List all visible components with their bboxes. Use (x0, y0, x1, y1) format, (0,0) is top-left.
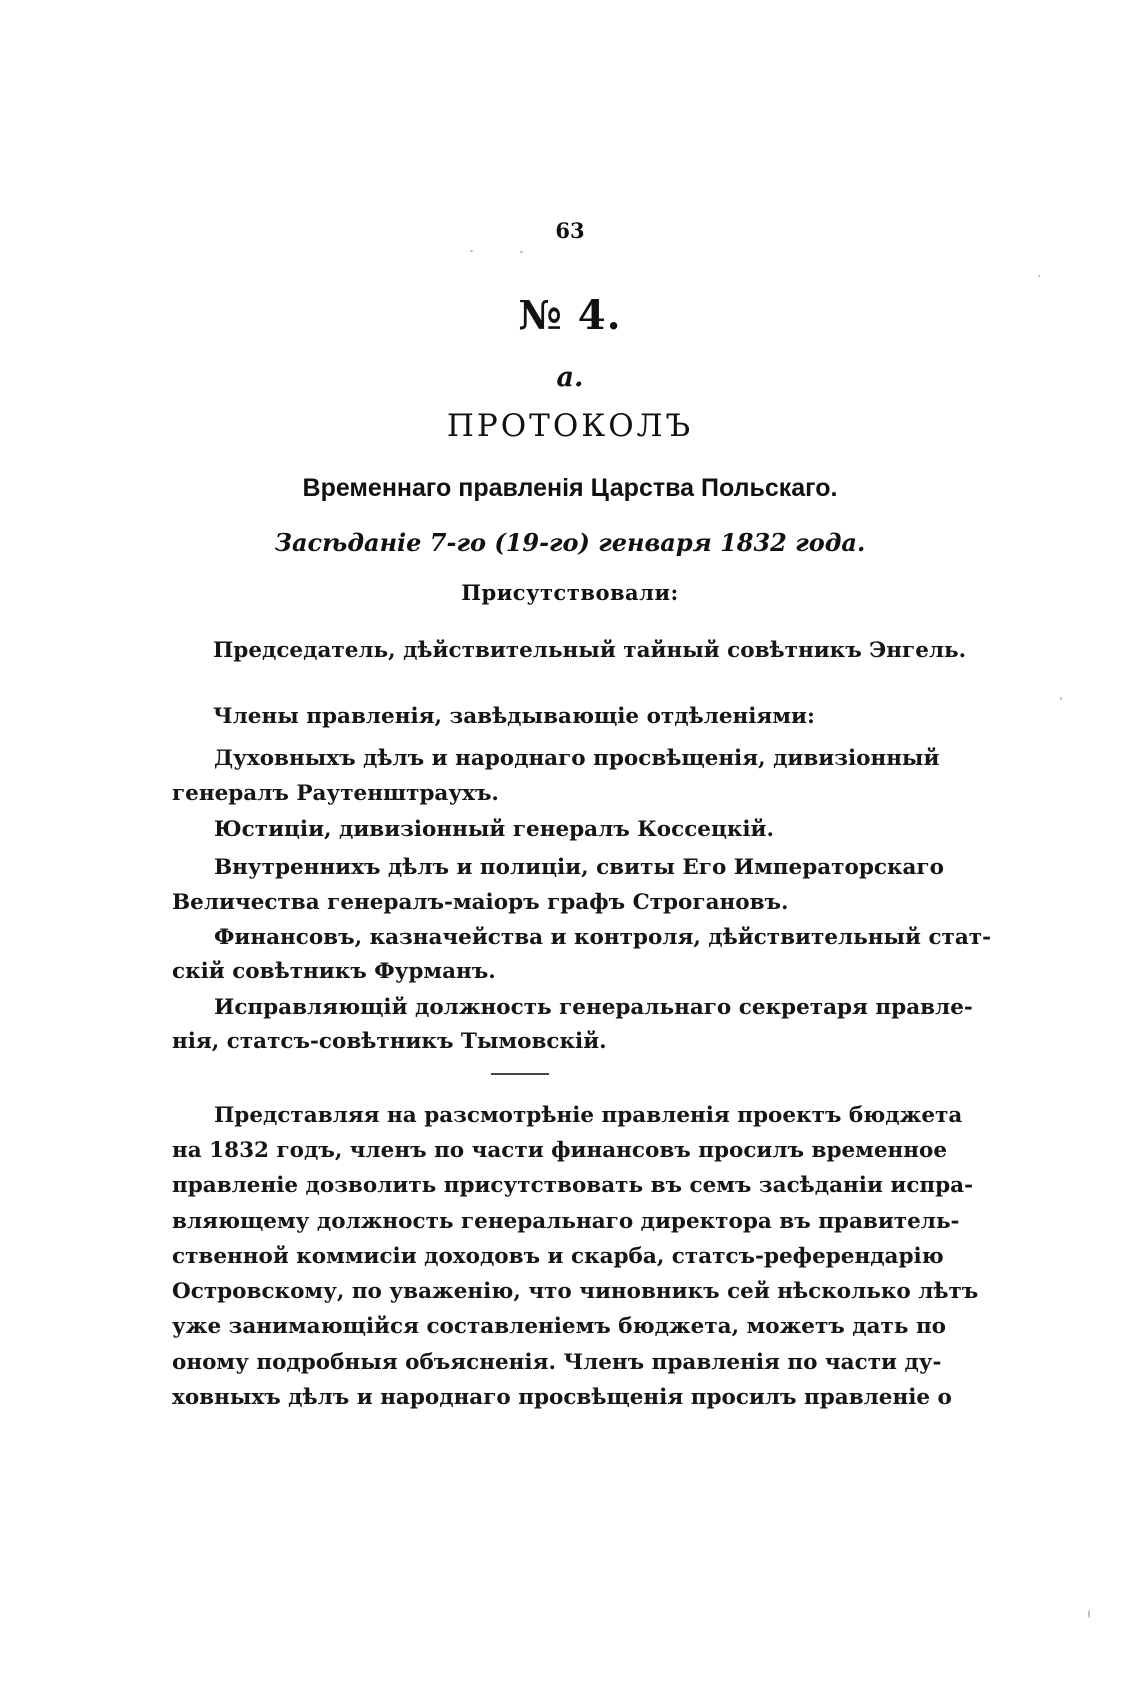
chairman-line: Председатель, дѣйствительный тайный совѣтникъ Энгель. (213, 638, 967, 663)
body-line: Островскому, по уваженію, что чиновникъ сей нѣсколько лѣтъ (172, 1279, 979, 1304)
attendee-entry-cont: Величества генералъ-маіоръ графъ Строгановъ. (172, 890, 789, 915)
attendee-entry-cont: скій совѣтникъ Фурманъ. (172, 959, 496, 984)
members-heading: Члены правленія, завѣдывающіе отдѣленіями: (213, 704, 815, 729)
section-divider (491, 1073, 549, 1075)
scan-speck (470, 250, 473, 252)
present-heading: Присутствовали: (461, 580, 679, 605)
attendee-entry: Финансовъ, казначейства и контроля, дѣйствительный стат- (214, 925, 992, 950)
body-line: оному подробныя объясненія. Членъ правленія по части ду- (172, 1350, 942, 1375)
document-subtitle: Временнаго правленія Царства Польскаго. (302, 474, 838, 502)
attendee-entry: Внутреннихъ дѣлъ и полиціи, свиты Его Императорскаго (214, 855, 944, 880)
scan-speck (1038, 275, 1040, 277)
body-line: ственной коммисіи доходовъ и скарба, статсъ-референдарію (172, 1244, 944, 1269)
body-line: правленіе дозволить присутствовать въ семъ засѣданіи испра- (172, 1173, 974, 1198)
body-line: Представляя на разсмотрѣніе правленія проектъ бюджета (214, 1103, 963, 1128)
page-number: 63 (555, 218, 585, 243)
scan-speck (1088, 1610, 1090, 1618)
body-line: на 1832 годъ, членъ по части финансовъ просилъ временное (172, 1138, 948, 1163)
scan-speck (1060, 697, 1062, 700)
document-number: № 4. (518, 292, 622, 339)
body-line: уже занимающійся составленіемъ бюджета, можетъ дать по (172, 1314, 947, 1339)
attendee-entry: Юстиціи, дивизіонный генералъ Коссецкій. (214, 817, 774, 842)
body-line: вляющему должность генеральнаго директора въ правитель- (172, 1209, 960, 1234)
attendee-entry: Исправляющій должность генеральнаго секретаря правле- (214, 995, 973, 1020)
section-letter: a. (556, 362, 584, 393)
body-line: ховныхъ дѣлъ и народнаго просвѣщенія просилъ правленіе о (172, 1385, 952, 1410)
document-title: ПРОТОКОЛЪ (446, 408, 694, 444)
session-date: Засѣданіе 7-го (19-го) генваря 1832 года. (274, 528, 866, 557)
attendee-entry-cont: нія, статсъ-совѣтникъ Тымовскій. (172, 1029, 607, 1054)
scan-speck (520, 251, 523, 253)
attendee-entry: Духовныхъ дѣлъ и народнаго просвѣщенія, дивизіонный (214, 746, 940, 771)
attendee-entry-cont: генералъ Раутенштраухъ. (172, 781, 499, 806)
